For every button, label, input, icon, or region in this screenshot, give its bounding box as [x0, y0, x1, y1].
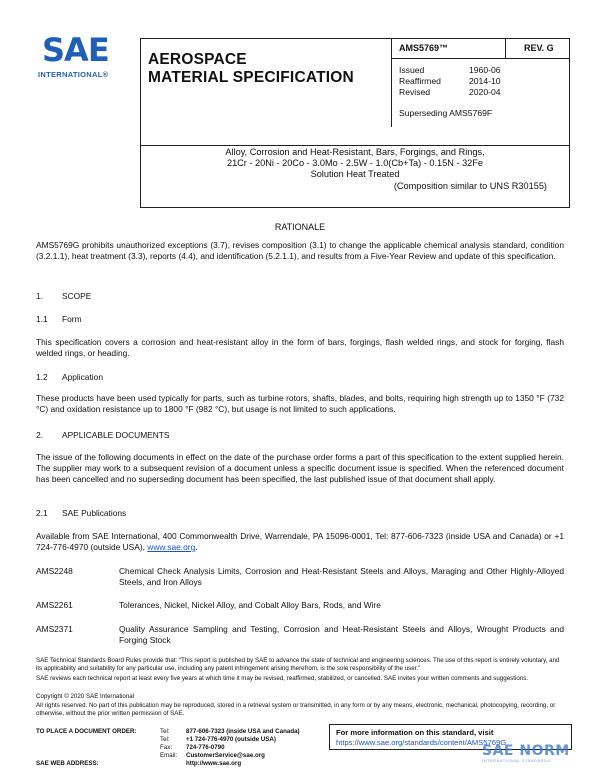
section-number: 2.: [36, 430, 43, 440]
section-title: SCOPE: [62, 291, 92, 301]
reference-title: Quality Assurance Sampling and Testing, Corrosion and Heat-Resistant Steels and Alloys, Wrought Products and Forging Stock: [119, 624, 564, 646]
section-title: SAE Publications: [62, 508, 127, 518]
reference-code: AMS2261: [36, 600, 73, 610]
reference-code: AMS2248: [36, 566, 73, 576]
footer-policy: SAE Technical Standards Board Rules provide that: “This report is published by SAE to advance the state of technical and engineering sciences. The use of this report is entirely voluntary, and its applicability and suitability for any particular use, including any patent infringement arising therefrom, is the sole responsibility of the user.”: [36, 657, 560, 672]
date-reaffirmed: [399, 76, 570, 87]
section-title: Application: [62, 372, 103, 382]
subject-line-2: 21Cr - 20Ni - 20Co - 3.0Mo - 2.5W - 1.0(Cb+Ta) - 0.15N - 32Fe: [226, 158, 484, 169]
sae-address-text: Available from SAE International, 400 Commonwealth Drive, Warrendale, PA 15096-0001, Tel: 877-606-7323 (inside USA and Canada) or +1 724-776-4970 (outside USA),: [36, 531, 564, 553]
subject-composition: (Composition similar to UNS R30155): [393, 180, 547, 191]
date-label: Revised: [399, 87, 431, 97]
tel-label: Tel:: [160, 728, 170, 735]
logo-subtitle: INTERNATIONAL®: [38, 70, 109, 79]
sae-address-end: .: [195, 542, 198, 553]
document-type-title: [141, 39, 392, 127]
web-address-label: SAE WEB ADDRESS:: [36, 760, 99, 767]
reference-code: AMS2371: [36, 624, 73, 634]
tel2-label: Tel:: [160, 736, 170, 743]
section-title: Form: [62, 314, 82, 324]
watermark-logo: SAE NORM: [482, 743, 570, 759]
standard-url-link[interactable]: https://www.sae.org/standards/content/AMS5769G: [336, 737, 507, 747]
document-number: AMS5769™: [392, 39, 506, 59]
section-1-2-heading: [36, 372, 564, 383]
section-number: 1.2: [36, 372, 48, 382]
more-info-title: For more information on this standard, visit: [336, 728, 494, 737]
section-1-heading: [36, 291, 564, 302]
logo-brand: SAE: [42, 31, 109, 69]
date-label: Reaffirmed: [399, 76, 441, 86]
tel2-value: +1 724-776-4970 (outside USA): [186, 736, 276, 743]
fax-value: 724-776-0790: [186, 744, 225, 751]
section-1-1-heading: [36, 314, 564, 325]
fax-label: Fax:: [160, 744, 173, 751]
section-number: 2.1: [36, 508, 48, 518]
reference-title: Tolerances, Nickel, Nickel Alloy, and Cobalt Alloy Bars, Rods, and Wire: [119, 600, 381, 610]
email-label: Email:: [160, 752, 178, 759]
date-issued: [399, 65, 570, 76]
reference-item: [36, 600, 564, 612]
title-line-1: AEROSPACE: [148, 51, 247, 68]
rationale-heading: RATIONALE: [274, 222, 326, 232]
section-number: 1.: [36, 291, 43, 301]
title-line-2: MATERIAL SPECIFICATION: [148, 69, 354, 87]
reference-title: Chemical Check Analysis Limits, Corrosion and Heat-Resistant Steels and Alloys, Maraging and Other Highly-Alloyed Steels, and Iron Alloys: [119, 566, 564, 588]
reference-item: [36, 566, 564, 588]
applicable-paragraph: The issue of the following documents in effect on the date of the purchase order forms a part of this specification to the extent supplied herein. The supplier may work to a subsequent revision of a document unless a specific document issue is specified. When the referenced document has been cancelled and no superseding document has been specified, the last published issue of that document shall apply.: [36, 452, 564, 485]
watermark-subtitle: INTERNATIONAL STANDARDS: [482, 758, 551, 763]
web-address-value[interactable]: http://www.sae.org: [186, 760, 242, 767]
order-label: TO PLACE A DOCUMENT ORDER:: [36, 728, 137, 735]
reference-item: [36, 624, 564, 646]
footer-rights: All rights reserved. No part of this publication may be reproduced, stored in a retrieval system or transmitted, in any form or by any means, electronic, mechanical, photocopying, recording, or otherwise, without the prior written permission of SAE.: [36, 702, 556, 717]
subject-line-3: Solution Heat Treated: [310, 169, 400, 180]
tel-value: 877-606-7323 (inside USA and Canada): [186, 728, 300, 735]
form-paragraph: This specification covers a corrosion and heat-resistant alloy in the form of bars, forgings, flash welded rings, and stock for forging, flash welded rings, or heading.: [36, 337, 564, 359]
date-label: Issued: [399, 65, 425, 75]
rationale-text: AMS5769G prohibits unauthorized exceptions (3.7), revises composition (3.1) to change the applicable chemical analysis standard, condition (3.2.1.1), heat treatment (3.3), reports (4.4), and identification (5.2.1.1), and results from a Five-Year Review and update of this specification.: [36, 240, 564, 262]
sae-logo: [36, 32, 140, 96]
material-subject: [140, 126, 570, 208]
superseding-note: Superseding AMS5769F: [399, 108, 493, 118]
date-value: 2020-04: [469, 87, 501, 97]
section-2-heading: [36, 430, 564, 441]
sae-publications-paragraph: [36, 531, 564, 553]
date-value: 2014-10: [469, 76, 501, 86]
sae-website-link[interactable]: www.sae.org: [147, 542, 196, 553]
footer-review: SAE reviews each technical report at least every five years at which time it may be revised, reaffirmed, stabilized, or cancelled. SAE invites your written comments and suggestions.: [36, 675, 529, 682]
application-paragraph: These products have been used typically for parts, such as turbine rotors, shafts, blades, and bolts, requiring high strength up to 1350 °F (732 °C) and oxidation resistance up to 1800 °F (982 °C), but usage is not limited to such applications.: [36, 393, 564, 415]
section-number: 1.1: [36, 314, 48, 324]
document-dates: [392, 59, 570, 127]
date-value: 1960-06: [469, 65, 501, 75]
email-value[interactable]: CustomerService@sae.org: [186, 752, 265, 759]
section-2-1-heading: [36, 508, 564, 519]
footer-copyright: Copyright © 2020 SAE International: [36, 693, 135, 700]
revision-label: REV. G: [506, 39, 570, 59]
subject-line-1: Alloy, Corrosion and Heat-Resistant, Bars, Forgings, and Rings,: [225, 147, 485, 157]
section-title: APPLICABLE DOCUMENTS: [62, 430, 170, 440]
date-revised: [399, 87, 570, 98]
